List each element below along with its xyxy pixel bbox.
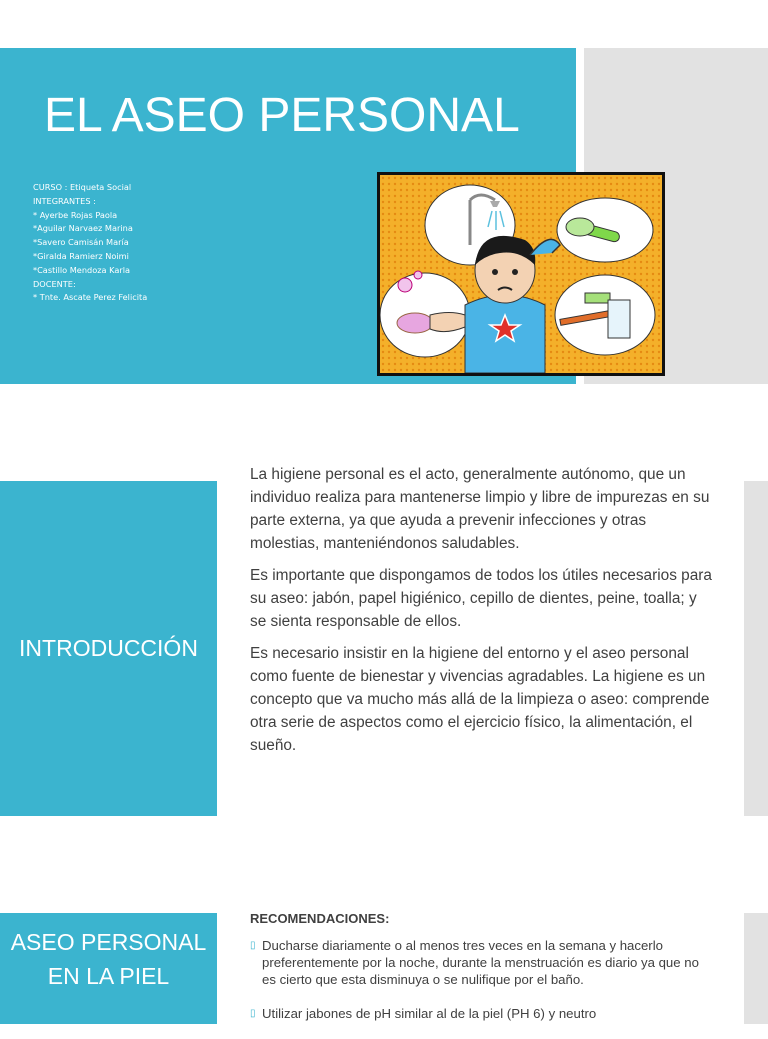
list-item-text: Utilizar jabones de pH similar al de la piel (PH 6) y neutro [262, 1006, 597, 1021]
glass-icon [608, 300, 630, 338]
side-panel [744, 913, 768, 1024]
list-item [250, 1005, 710, 1022]
credit-line: *Aguilar Narvaez Marina [33, 223, 133, 234]
section-heading-intro [0, 481, 217, 816]
section-heading-skin [0, 913, 217, 1024]
soap-icon [397, 313, 433, 333]
credit-line: * Tnte. Ascate Perez Felicita [33, 292, 148, 303]
credit-line: INTEGRANTES : [33, 195, 96, 206]
list-item [250, 937, 710, 988]
page-title: EL ASEO PERSONAL [44, 89, 520, 142]
intro-body [250, 463, 712, 766]
credit-line: * Ayerbe Rojas Paola [33, 209, 118, 220]
credits [33, 181, 147, 305]
credit-line: *Giralda Ramierz Noimi [33, 250, 129, 261]
paragraph: Es necesario insistir en la higiene del entorno y el aseo personal como fuente de bienestar y vivencias agradables. La higiene es un concepto que va mucho más allá de la limpieza o aseo: comprende otra serie de aspectos como el ejercicio físico, la alimentación, el sueño. [250, 645, 710, 754]
side-panel [744, 481, 768, 816]
hygiene-illustration [377, 172, 665, 376]
credit-line: *Castillo Mendoza Karla [33, 264, 131, 275]
section-heading-label: ASEO PERSONAL EN LA PIEL [10, 929, 207, 989]
paragraph: Es importante que dispongamos de todos los útiles necesarios para su aseo: jabón, papel higiénico, cepillo de dientes, peine, toalla; y se sienta responsable de ellos. [250, 567, 712, 630]
hygiene-illustration-svg [380, 175, 662, 373]
section-heading-label: INTRODUCCIÓN [19, 635, 198, 661]
paragraph: La higiene personal es el acto, generalmente autónomo, que un individuo realiza para mantenerse limpio y libre de impurezas en su parte externa, ya que ayuda a prevenir infecciones y otras molestias, manteniéndonos saludables. [250, 466, 710, 552]
bullet-icon: ▯ [250, 940, 256, 951]
credit-line: CURSO : Etiqueta Social [33, 182, 132, 192]
list-item-text: Ducharse diariamente o al menos tres veces en la semana y hacerlo preferentemente por la noche, durante la menstruación es diario ya que no es cierto que esta disminuya o se nulifique por el baño. [262, 938, 699, 987]
credit-line: *Savero Camisán María [33, 237, 129, 248]
bullet-icon: ▯ [250, 1008, 256, 1019]
hands-icon [430, 313, 465, 332]
credit-line: DOCENTE: [33, 278, 76, 289]
toothpaste-icon [585, 293, 610, 303]
recommendations-title: RECOMENDACIONES: [250, 911, 390, 926]
